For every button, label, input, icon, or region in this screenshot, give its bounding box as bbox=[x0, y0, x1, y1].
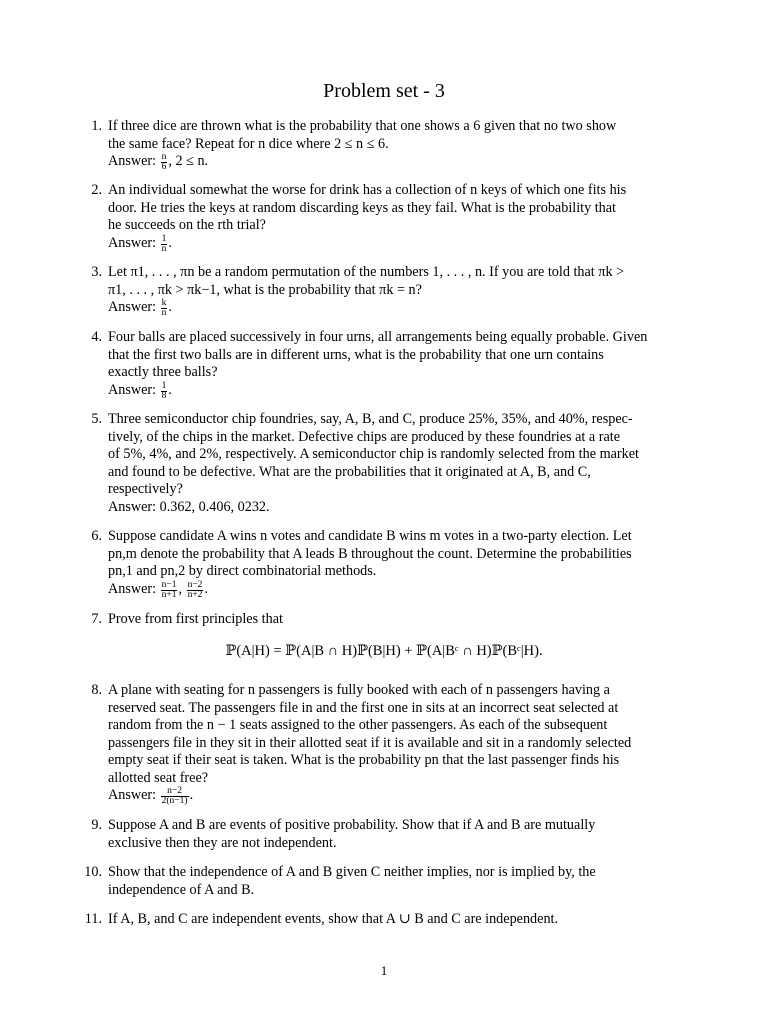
answer-label: Answer: bbox=[108, 234, 157, 251]
answer-line bbox=[108, 153, 720, 172]
problem-text-line: Suppose candidate A wins n votes and candidate B wins m votes in a two-party election. Let bbox=[108, 528, 632, 544]
problem-number: 11. bbox=[84, 911, 102, 927]
problem-number: 10. bbox=[84, 864, 102, 880]
page-number: 1 bbox=[380, 963, 388, 978]
problem-text-line: A plane with seating for n passengers is fully booked with each of n passengers having a bbox=[108, 682, 610, 698]
problem-number: 6. bbox=[91, 528, 102, 544]
problem-text-line: door. He tries the keys at random discarding keys as they fail. What is the probability that bbox=[108, 199, 616, 216]
answer-label: Answer: bbox=[108, 381, 157, 398]
problem-text-line: tively, of the chips in the market. Defective chips are produced by these foundries at a rate bbox=[108, 428, 620, 445]
problem-text-line: pn,1 and pn,2 by direct combinatorial methods. bbox=[108, 563, 377, 579]
answer-tail: . bbox=[204, 580, 208, 597]
answer-fraction: $\frac{n-2}{2(n-1)}$ bbox=[161, 786, 188, 806]
problem-text-line: Four balls are placed successively in four urns, all arrangements being equally probable. Given bbox=[108, 329, 648, 345]
problem-number: 5. bbox=[91, 411, 102, 427]
problem-text-line: If A, B, and C are independent events, show that A ∪ B and C are independent. bbox=[108, 911, 559, 927]
answer-fraction: $\frac{k}{n}$ bbox=[161, 298, 167, 318]
answer-line bbox=[108, 581, 720, 600]
problem-text-line: that the first two balls are in different urns, what is the probability that one urn contains bbox=[108, 346, 604, 363]
problem-number: 8. bbox=[91, 682, 102, 698]
answer-fraction: $\frac{n}{6}$ bbox=[161, 152, 167, 172]
problem-text-line: pn,m denote the probability that A leads B throughout the count. Determine the probabilities bbox=[108, 545, 632, 562]
problem-text-line: passengers file in they sit in their allotted seat if it is available and sit in a randomly selected bbox=[108, 734, 632, 751]
problem-number: 1. bbox=[91, 118, 102, 134]
answer-line bbox=[108, 235, 720, 254]
problem-text-line: π1, . . . , πk > πk−1, what is the probability that πk = n? bbox=[108, 281, 422, 298]
answer-fraction: $\frac{n-1}{n+1}$ bbox=[161, 579, 177, 600]
answer-line bbox=[108, 299, 720, 318]
answer-line: Answer: 0.362, 0.406, 0232. bbox=[108, 498, 270, 515]
problem-text-line: reserved seat. The passengers file in and the first one in sits at an incorrect seat selected at bbox=[108, 699, 619, 716]
answer-label: Answer: bbox=[108, 580, 157, 597]
problem-text-line: he succeeds on the rth trial? bbox=[108, 217, 266, 233]
answer-tail: , 2 ≤ n. bbox=[168, 153, 209, 169]
problem-text-line: Prove from first principles that bbox=[108, 611, 283, 627]
problem-text-line: the same face? Repeat for n dice where 2 ≤ n ≤ 6. bbox=[108, 135, 389, 152]
answer-label: Answer: bbox=[108, 153, 157, 169]
answer-fraction: $\frac{1}{8}$ bbox=[161, 380, 167, 401]
problem-text-line: Three semiconductor chip foundries, say, A, B, and C, produce 25%, 35%, and 40%, respec- bbox=[108, 411, 633, 427]
problem-text-line: exclusive then they are not independent. bbox=[108, 834, 337, 851]
problem-text-line: If three dice are thrown what is the probability that one shows a 6 given that no two show bbox=[108, 118, 617, 134]
problem-text-line: exactly three balls? bbox=[108, 364, 218, 380]
problem-number: 4. bbox=[91, 329, 102, 345]
answer-fraction: $\frac{n-2}{n+2}$ bbox=[187, 579, 203, 600]
display-equation: ℙ(A|H) = ℙ(A|B ∩ H)ℙ(B|H) + ℙ(A|Bᶜ ∩ H)ℙ(Bᶜ|H). bbox=[225, 643, 543, 659]
answer-label: Answer: bbox=[108, 787, 157, 803]
answer-label: Answer: bbox=[108, 299, 157, 315]
problem-number: 2. bbox=[91, 182, 102, 198]
answer-separator: , bbox=[178, 580, 183, 597]
answer-tail: . bbox=[168, 299, 172, 315]
answer-fraction: $\frac{1}{n}$ bbox=[161, 233, 167, 254]
problem-text-line: Suppose A and B are events of positive probability. Show that if A and B are mutually bbox=[108, 817, 596, 833]
problem-text-line: independence of A and B. bbox=[108, 881, 255, 898]
answer-line bbox=[108, 787, 720, 806]
problem-text-line: of 5%, 4%, and 2%, respectively. A semiconductor chip is randomly selected from the market bbox=[108, 446, 639, 462]
answer-tail: . bbox=[168, 381, 172, 398]
problem-text-line: Show that the independence of A and B given C neither implies, nor is implied by, the bbox=[108, 864, 596, 880]
document-title: Problem set - 3 bbox=[323, 80, 445, 102]
problem-text-line: An individual somewhat the worse for drink has a collection of n keys of which one fits his bbox=[108, 182, 627, 198]
answer-line bbox=[108, 382, 720, 401]
problem-text-line: random from the n − 1 seats assigned to the other passengers. As each of the subsequent bbox=[108, 717, 608, 733]
problem-text-line: allotted seat free? bbox=[108, 769, 209, 786]
problem-number: 3. bbox=[91, 264, 102, 280]
answer-tail: . bbox=[168, 234, 172, 251]
problem-text-line: respectively? bbox=[108, 481, 183, 497]
problem-text-line: empty seat if their seat is taken. What is the probability pn that the last passenger finds his bbox=[108, 752, 620, 768]
problem-number: 9. bbox=[91, 817, 102, 833]
answer-tail: . bbox=[189, 787, 194, 803]
problem-number: 7. bbox=[91, 611, 102, 627]
problem-text-line: and found to be defective. What are the probabilities that it originated at A, B, and C, bbox=[108, 463, 591, 480]
problem-text-line: Let π1, . . . , πn be a random permutation of the numbers 1, . . . , n. If you are told that πk > bbox=[108, 264, 625, 280]
